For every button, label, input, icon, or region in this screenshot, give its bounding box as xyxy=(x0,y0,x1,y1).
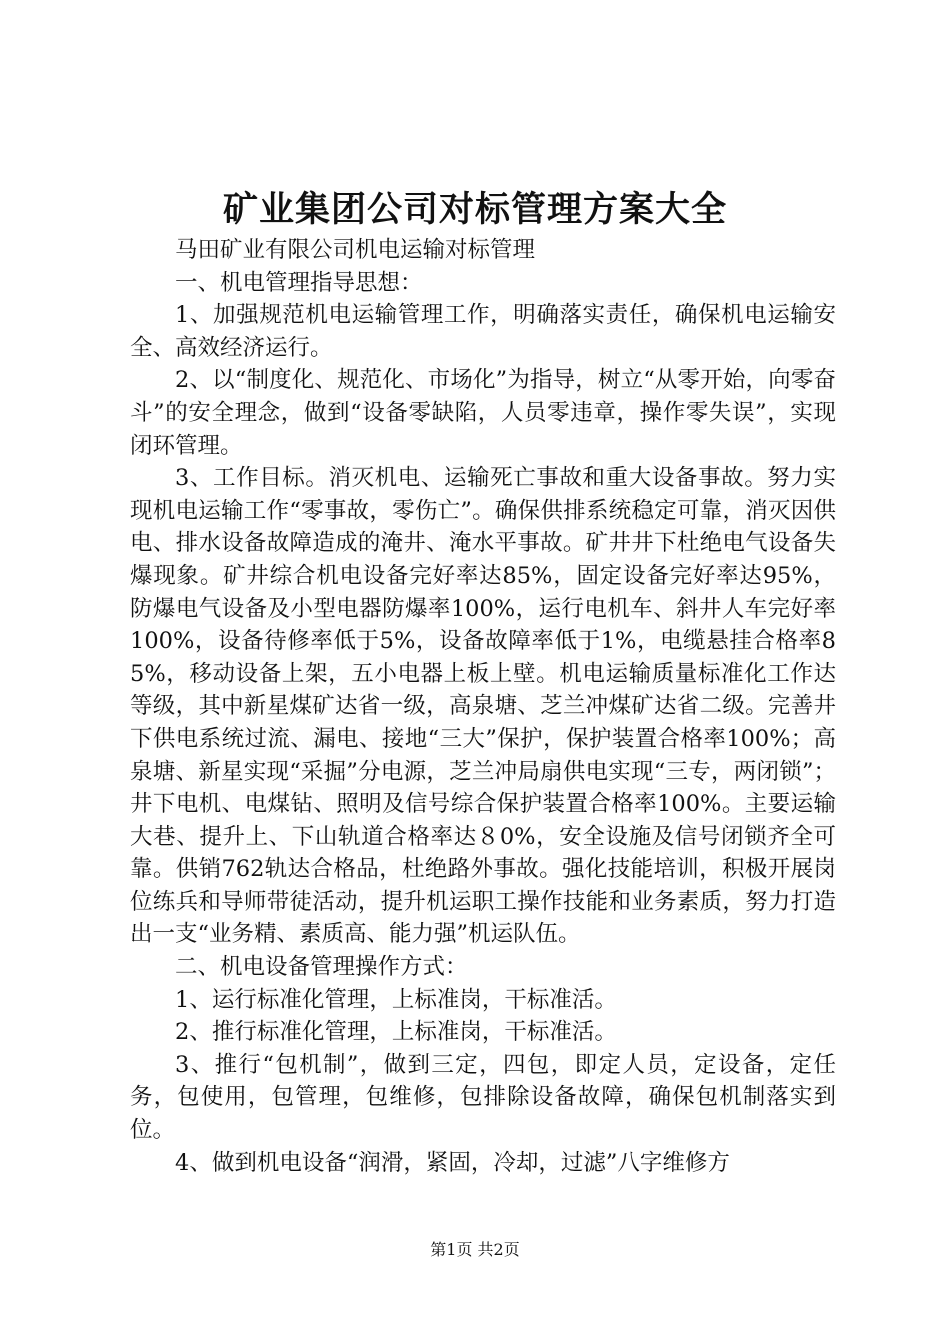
paragraph-section-heading: 二、机电设备管理操作方式： xyxy=(175,954,468,981)
page-number-footer: 第1页 共2页 xyxy=(430,1240,520,1259)
paragraph: 1、运行标准化管理，上标准岗，干标准活。 xyxy=(175,986,617,1013)
paragraph-subtitle: 马田矿业有限公司机电运输对标管理 xyxy=(175,237,536,263)
paragraph: 3、推行“包机制”，做到三定，四包，即定人员，定设备，定任务，包使用，包管理，包维修，包排除设备故障，确保包机制落实到位。 xyxy=(130,1051,836,1144)
paragraph: 2、推行标准化管理，上标准岗，干标准活。 xyxy=(175,1019,617,1046)
paragraph-section-heading: 一、机电管理指导思想： xyxy=(175,269,423,296)
paragraph: 3、工作目标。消灭机电、运输死亡事故和重大设备事故。努力实现机电运输工作“零事故，零伤亡”。确保供排系统稳定可靠，消灭因供电、排水设备故障造成的淹井、淹水平事故。矿井井下杜绝电气设备失爆现象。矿井综合机电设备完好率达85%，固定设备完好率达95%，防爆电气设备及小型电器防爆率100%，运行电机车、斜井人车完好率100%，设备待修率低于5%，设备故障率低于1%，电缆悬挂合格率85%，移动设备上架，五小电器上板上壁。机电运输质量标准化工作达等级，其中新星煤矿达省一级，高泉塘、芝兰冲煤矿达省二级。完善井下供电系统过流、漏电、接地“三大”保护，保护装置合格率100%；高泉塘、新星实现“采掘”分电源，芝兰冲局扇供电实现“三专，两闭锁”；井下电机、电煤钻、照明及信号综合保护装置合格率100%。主要运输大巷、提升上、下山轨道合格率达８0%，安全设施及信号闭锁齐全可靠。供销762轨达合格品，杜绝路外事故。强化技能培训，积极开展岗位练兵和导师带徒活动，提升机运职工操作技能和业务素质，努力打造出一支“业务精、素质高、能力强”机运队伍。 xyxy=(130,465,836,948)
paragraph: 4、做到机电设备“润滑，紧固，冷却，过滤”八字维修方 xyxy=(175,1149,730,1176)
paragraph: 1、加强规范机电运输管理工作，明确落实责任，确保机电运输安全、高效经济运行。 xyxy=(130,302,836,361)
document-title: 矿业集团公司对标管理方案大全 xyxy=(222,189,727,230)
paragraph: 2、以“制度化、规范化、市场化”为指导，树立“从零开始，向零奋斗”的安全理念，做到“设备零缺陷，人员零违章，操作零失误”，实现闭环管理。 xyxy=(130,367,836,459)
document-body xyxy=(130,234,836,1179)
